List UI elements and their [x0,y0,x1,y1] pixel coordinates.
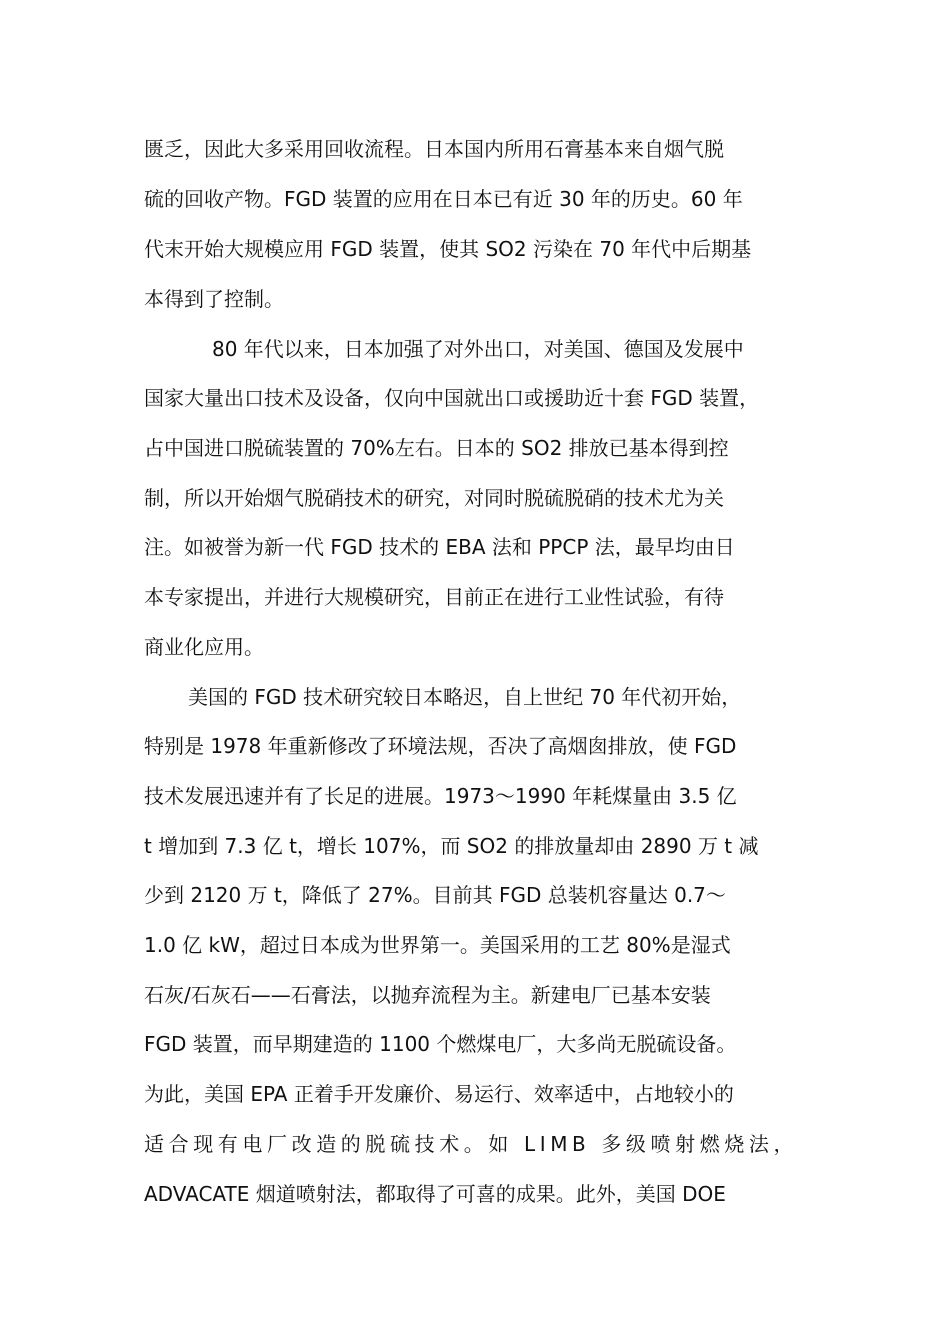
text-line-13: 特别是 1978 年重新修改了环境法规，否决了高烟囱排放，使 FGD [144,734,737,758]
text-line-17: 1.0 亿 kW，超过日本成为世界第一。美国采用的工艺 80%是湿式 [144,933,731,957]
text-line-22: ADVACATE 烟道喷射法，都取得了可喜的成果。此外，美国 DOE [144,1182,726,1206]
text-line-18: 石灰/石灰石——石膏法，以抛弃流程为主。新建电厂已基本安装 [144,983,711,1007]
text-line-19: FGD 装置，而早期建造的 1100 个燃煤电厂，大多尚无脱硫设备。 [144,1032,737,1056]
text-line-8: 制，所以开始烟气脱硝技术的研究，对同时脱硫脱硝的技术尤为关 [144,486,724,510]
text-line-5: 80 年代以来，日本加强了对外出口，对美国、德国及发展中 [212,337,744,361]
text-line-14: 技术发展迅速并有了长足的进展。1973～1990 年耗煤量由 3.5 亿 [144,784,737,808]
text-line-12: 美国的 FGD 技术研究较日本略迟，自上世纪 70 年代初开始， [188,685,742,709]
text-line-15: t 增加到 7.3 亿 t，增长 107%，而 SO2 的排放量却由 2890 万 t 减 [144,834,759,858]
text-line-11: 商业化应用。 [144,635,264,659]
text-line-21: 适合现有电厂改造的脱硫技术。如 LIMB 多级喷射燃烧法， [144,1132,799,1156]
text-line-2: 硫的回收产物。FGD 装置的应用在日本已有近 30 年的历史。60 年 [144,187,743,211]
text-line-10: 本专家提出，并进行大规模研究，目前正在进行工业性试验，有待 [144,585,724,609]
text-line-3: 代末开始大规模应用 FGD 装置，使其 SO2 污染在 70 年代中后期基 [144,237,752,261]
text-line-4: 本得到了控制。 [144,287,284,311]
text-line-9: 注。如被誉为新一代 FGD 技术的 EBA 法和 PPCP 法，最早均由日 [144,535,735,559]
text-line-7: 占中国进口脱硫装置的 70%左右。日本的 SO2 排放已基本得到控 [144,436,729,460]
text-line-20: 为此，美国 EPA 正着手开发廉价、易运行、效率适中，占地较小的 [144,1082,734,1106]
text-line-6: 国家大量出口技术及设备，仅向中国就出口或援助近十套 FGD 装置， [144,386,760,410]
text-line-16: 少到 2120 万 t，降低了 27%。目前其 FGD 总装机容量达 0.7～ [144,883,726,907]
text-line-1: 匮乏，因此大多采用回收流程。日本国内所用石膏基本来自烟气脱 [144,137,724,161]
